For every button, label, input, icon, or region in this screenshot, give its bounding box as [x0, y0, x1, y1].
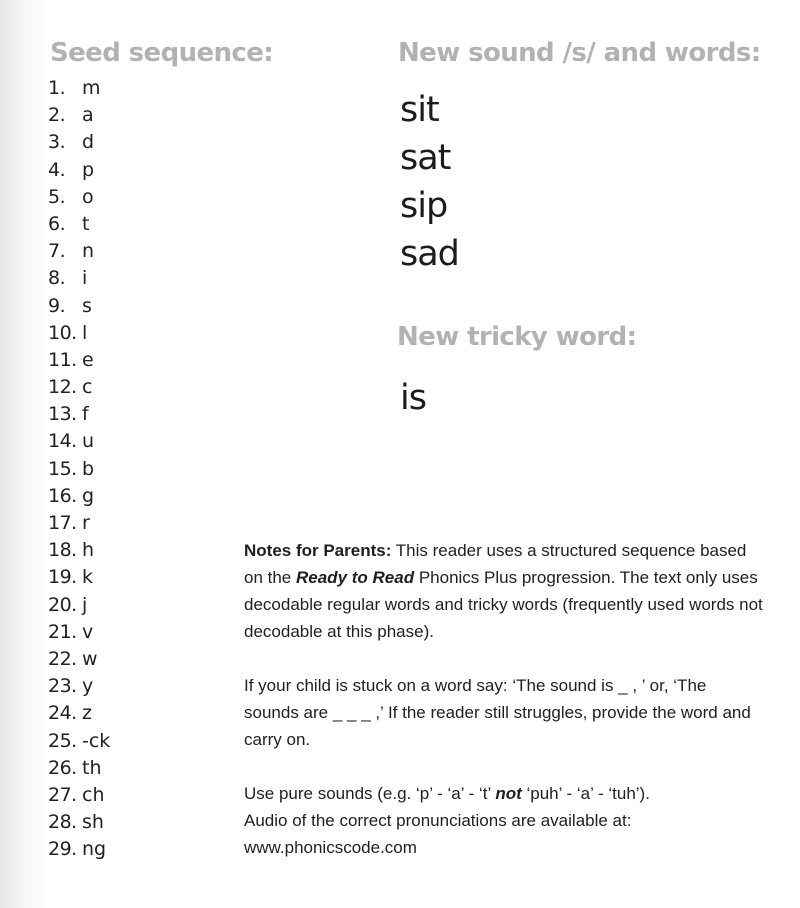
seed-number: 26.	[48, 756, 77, 779]
seed-sound: ch	[82, 783, 105, 806]
seed-number: 3.	[48, 131, 66, 154]
seed-sound: u	[82, 430, 95, 453]
seed-number: 19.	[48, 566, 77, 589]
seed-sound: r	[82, 512, 90, 534]
seed-sound: j	[82, 593, 88, 616]
seed-sound: d	[82, 131, 95, 154]
seed-sound: m	[82, 77, 101, 99]
seed-sound: y	[82, 675, 94, 698]
notes-text: Use pure sounds (e.g. ‘p’ - ‘a’ - ‘t’	[244, 784, 496, 803]
seed-number: 13.	[48, 403, 77, 426]
seed-number: 8.	[48, 267, 66, 290]
seed-sound: p	[82, 158, 95, 181]
seed-number: 17.	[48, 512, 77, 534]
seed-sound: i	[82, 267, 88, 290]
seed-sound: b	[82, 457, 95, 480]
seed-sound: n	[82, 240, 95, 263]
tricky-word: is	[400, 378, 426, 418]
seed-number: 12.	[48, 376, 77, 399]
seed-sound: sh	[82, 811, 104, 834]
seed-sound: c	[82, 376, 93, 399]
seed-number: 28.	[48, 811, 77, 834]
new-sound-word: sip	[400, 186, 448, 226]
seed-sound: t	[82, 212, 90, 235]
parent-notes	[244, 537, 764, 888]
seed-sound: h	[82, 539, 95, 562]
seed-sound: e	[82, 348, 94, 371]
seed-number: 25.	[48, 729, 77, 752]
seed-number: 4.	[48, 158, 66, 181]
seed-number: 21.	[48, 620, 77, 643]
seed-number: 1.	[48, 77, 66, 99]
seed-number: 7.	[48, 240, 66, 263]
seed-number: 6.	[48, 212, 66, 235]
seed-sound: -ck	[82, 729, 111, 752]
seed-sound: o	[82, 185, 94, 208]
notes-label: Notes for Parents:	[244, 541, 392, 560]
notes-paragraph-3	[244, 780, 764, 861]
tricky-word-heading: New tricky word:	[397, 322, 637, 352]
seed-sound: v	[82, 620, 94, 643]
notes-text: Audio of the correct pronunciations are available at:	[244, 811, 632, 830]
seed-sound: k	[82, 566, 94, 589]
seed-number: 27.	[48, 783, 77, 806]
notes-text: ‘puh’ - ‘a’ - ‘tuh’).	[521, 784, 650, 803]
notes-paragraph-1	[244, 537, 764, 645]
seed-sound: s	[82, 294, 92, 317]
notes-paragraph-2: If your child is stuck on a word say: ‘The sound is _ , ’ or, ‘The sounds are _ _ _ ,’ If the reader still struggles, provide the word and carry on.	[244, 676, 751, 749]
new-sound-word: sit	[400, 90, 439, 130]
seed-sound: f	[82, 403, 89, 426]
seed-number: 15.	[48, 457, 77, 480]
notes-emphasis: not	[495, 784, 522, 803]
seed-number: 11.	[48, 348, 77, 371]
seed-number: 16.	[48, 484, 77, 507]
seed-number: 20.	[48, 593, 77, 616]
seed-number: 9.	[48, 294, 66, 317]
new-sound-word: sat	[400, 138, 451, 178]
seed-sound: a	[82, 104, 94, 127]
seed-sound: z	[82, 702, 92, 725]
seed-number: 29.	[48, 838, 77, 861]
seed-number: 22.	[48, 647, 77, 670]
seed-sequence-heading: Seed sequence:	[50, 38, 274, 68]
seed-sound: th	[82, 756, 102, 779]
seed-number: 23.	[48, 675, 77, 698]
new-sound-word-list	[400, 86, 459, 278]
new-sound-word: sad	[400, 234, 459, 274]
seed-sound: w	[82, 647, 98, 670]
seed-sound: l	[82, 321, 88, 344]
seed-number: 2.	[48, 104, 66, 127]
notes-text: Phonics Plus progression. The text only uses decodable regular words and tricky words (frequently used words not decodable at this phase).	[244, 568, 763, 641]
notes-emphasis: Ready to Read	[296, 568, 415, 587]
seed-number: 5.	[48, 185, 66, 208]
notes-text: This reader uses a structured sequence based on the	[244, 541, 747, 587]
notes-url: www.phonicscode.com	[244, 838, 417, 857]
seed-sound: ng	[82, 838, 107, 861]
seed-sound: g	[82, 484, 95, 507]
new-sound-heading: New sound /s/ and words:	[398, 38, 761, 68]
seed-number: 18.	[48, 539, 77, 562]
seed-number: 14.	[48, 430, 77, 453]
seed-number: 24.	[48, 702, 77, 725]
seed-number: 10.	[48, 321, 77, 344]
